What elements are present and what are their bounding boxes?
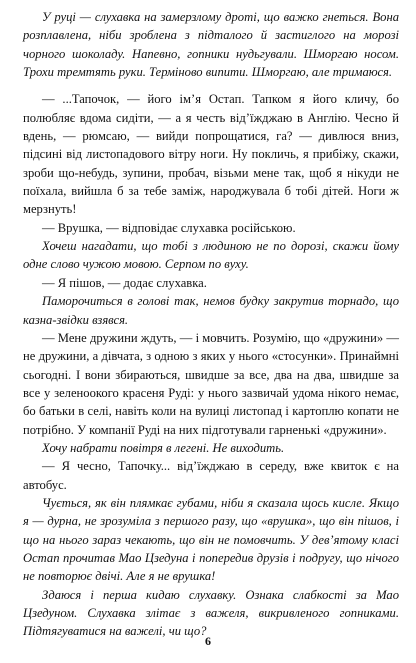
paragraph: Хочу набрати повітря в легені. Не виходить.: [42, 440, 285, 455]
paragraph: Хочеш нагадати, що тобі з людиною не по дорозі, скажи йому одне слово чужою мовою. Серпом по вуху.: [23, 239, 399, 272]
paragraph: Паморочиться в голові так, немов будку закрутив торнадо, що казна-звідки взявся.: [23, 294, 399, 327]
body-text: [23, 8, 399, 641]
page-number: 6: [205, 634, 211, 648]
paragraph: — Врушка, — відповідає слухавка російською.: [42, 220, 296, 235]
paragraph: У руці — слухавка на замерзлому дроті, що важко гнеться. Вона розплавлена, ніби зроблена з підталого й застиглого на морозі чорного шоколаду. Напевно, гопники нудьгували. Шморгаю носом. Трохи тремтять руки. Терміново випити. Шморгаю, але тримаюся.: [23, 10, 399, 80]
paragraph: — Я пішов, — додає слухавка.: [42, 275, 207, 290]
paragraph: — Я чесно, Тапочку... від’їжджаю в середу, вже квиток є на автобус.: [23, 459, 399, 492]
paragraph: — Мене дружини ждуть, — і мовчить. Розумію, що «дружини» — не дружини, а дівчата, з одною з яких у нього «стосунки». Принаймні сьогодні. І вони збираються, швидше за все, два на два, швидше за все у зеленоокого красеня Руді: у нього зазвичай удома нікого немає, бо батьки в селі, навіть коли на вулиці листопад і картоплю копати не потрібно. У компанії Руді на них підготували гарненькі «дружини».: [23, 330, 399, 437]
paragraph: Здаюся і перша кидаю слухавку. Ознака слабкості за Мао Цзедуном. Слухавка злітає з важеля, викривленого гопниками. Підтягуватися на важелі, чи що?: [23, 587, 399, 639]
paragraph: — ...Тапочок, — його ім’я Остап. Тапком я його кличу, бо полюбляє вдома сидіти, — а я честь від’їжджаю в Англію. Чесно й вдень, — рюмсаю, — вийди попрощатися, га? — дивлюся вниз, підсині від листопадового вітру ноги. Ну покличь, я прибіжу, скажи, зроби що-небудь, зупини, пробач, візьми мене так, щоб я нікуди не поїхала, вийшла б за тебе заміж, народжувала б тобі дітей. Ноги ж мерзнуть!: [23, 92, 399, 217]
paragraph: Чується, як він плямкає губами, ніби я сказала щось кисле. Якщо я — дурна, не зрозуміла з першого разу, що «врушка», що він пішов, і що на нього зараз чекають, що він не помовчить. У дев’ятому класі Остап прочитав Мао Цзедуна і попередив друзів і подругу, що нічого не повторює двічі. Але я не врушка!: [23, 495, 399, 584]
